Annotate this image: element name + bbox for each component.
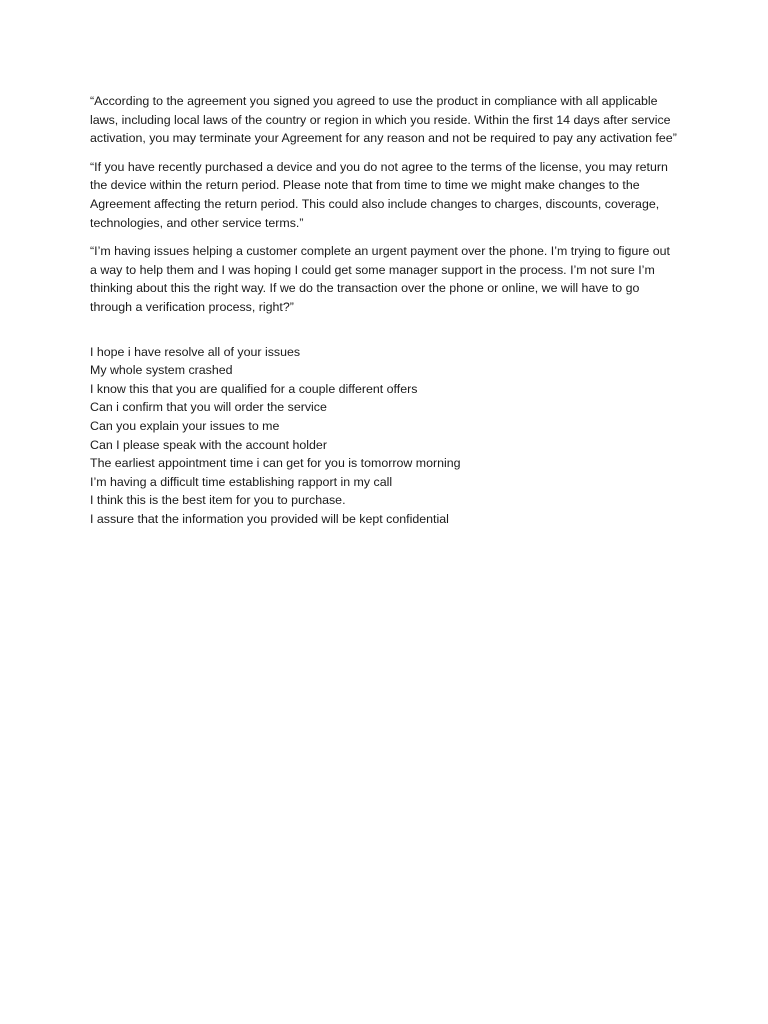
list-item: I’m having a difficult time establishing rapport in my call <box>90 474 393 489</box>
list-item: Can you explain your issues to me <box>90 418 280 433</box>
list-item: I hope i have resolve all of your issues <box>90 344 301 359</box>
paragraph-payment-quote: “I’m having issues helping a customer complete an urgent payment over the phone. I’m trying to figure out a way to help them and I was hoping I could get some manager support in the process. I’m not sure I’m thinking about this the right way. If we do the transaction over the phone or online, we will have to go through a verification process, right?” <box>90 244 670 314</box>
list-item: I know this that you are qualified for a couple different offers <box>90 381 418 396</box>
list-item: Can I please speak with the account holder <box>90 437 327 452</box>
list-item: Can i confirm that you will order the service <box>90 400 327 415</box>
phrase-list <box>90 343 680 529</box>
paragraph-agreement-quote: “According to the agreement you signed you agreed to use the product in compliance with all applicable laws, including local laws of the country or region in which you reside. Within the first 14 days after service activation, you may terminate your Agreement for any reason and not be required to pay any activation fee” <box>90 94 677 146</box>
document-body <box>90 92 680 528</box>
list-item: I think this is the best item for you to purchase. <box>90 493 346 508</box>
list-item: The earliest appointment time i can get for you is tomorrow morning <box>90 456 461 471</box>
list-item: My whole system crashed <box>90 363 233 378</box>
paragraph-license-quote: “If you have recently purchased a device and you do not agree to the terms of the license, you may return the device within the return period. Please note that from time to time we might make changes to the Agreement affecting the return period. This could also include changes to charges, discounts, coverage, technologies, and other service terms.” <box>90 159 668 230</box>
list-item: I assure that the information you provided will be kept confidential <box>90 511 449 526</box>
